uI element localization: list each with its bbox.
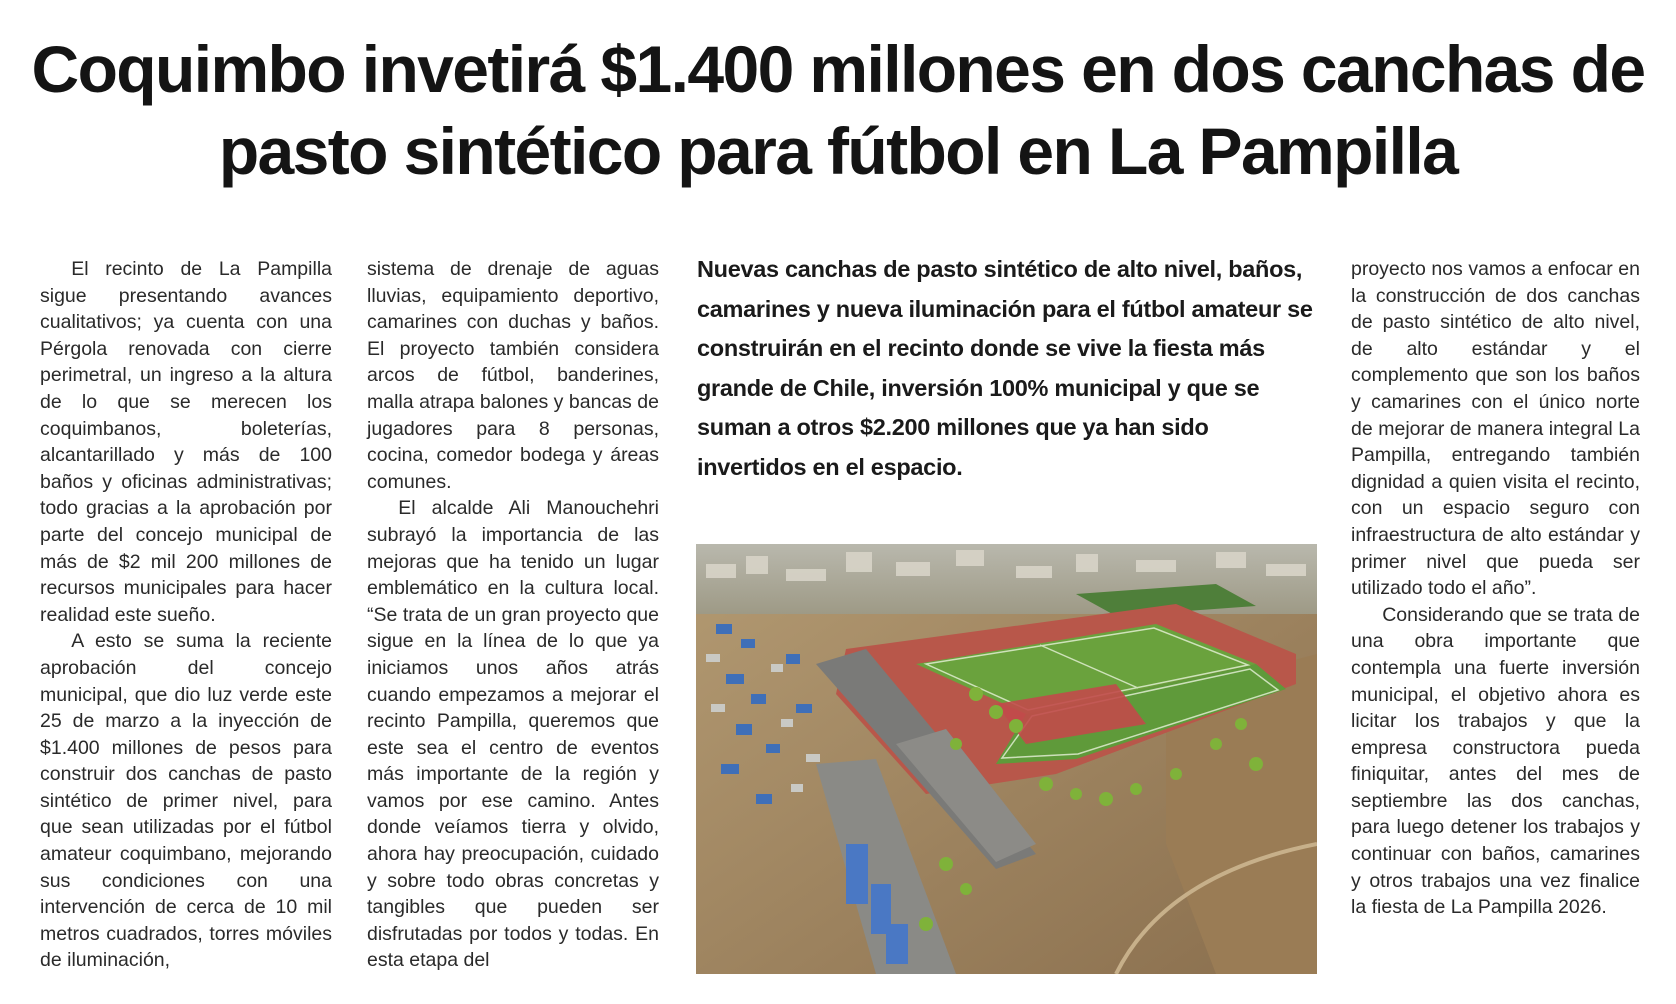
aerial-photo (696, 544, 1317, 974)
paragraph: A esto se suma la reciente aprobación del concejo municipal, que dio luz verde este 25 de marzo a la inyección de $1.400 millones de pesos para construir dos canchas de pasto sintético de primer nivel, para que sean utilizadas por el fútbol amateur coquimbano, mejorando sus condiciones con una intervención de cerca de 10 mil metros cuadrados, torres móviles de iluminación, (40, 630, 332, 972)
paragraph: El recinto de La Pampilla sigue presentando avances cualitativos; ya cuenta con una Pérgola renovada con cierre perimetral, un ingreso a la altura de lo que se merecen los coquimbanos, boleterías, alcantarillado y más de 100 baños y oficinas administrativas; todo gracias a la aprobación por parte del concejo municipal de más de $2 mil 200 millones de recursos municipales para hacer realidad este sueño. (40, 258, 332, 626)
aerial-photo-illustration (696, 544, 1317, 974)
paragraph: El alcalde Ali Manouchehri subrayó la importancia de las mejoras que ha tenido un lugar emblemático en la cultura local. “Se trata de un gran proyecto que sigue en la línea de lo que ya iniciamos unos años atrás cuando empezamos a mejorar el recinto Pampilla, queremos que este sea el centro de eventos más importante de la región y vamos por ese camino. Antes donde veíamos tierra y olvido, ahora hay preocupación, cuidado y sobre todo obras concretas y tangibles que pueden ser disfrutadas por todos y todas. En esta etapa del (367, 497, 659, 972)
paragraph: proyecto nos vamos a enfocar en la construcción de dos canchas de pasto sintético de alto nivel, de alto estándar y el complemento que son los baños y camarines con el único norte de mejorar de manera integral La Pampilla, entregando también dignidad a quien visita el recinto, con un espacio seguro con infraestructura de alto estándar y primer nivel que pueda ser utilizado todo el año”. (1351, 258, 1640, 600)
body-column-1 (40, 256, 332, 974)
lead-paragraph: Nuevas canchas de pasto sintético de alto nivel, baños, camarines y nueva iluminación para el fútbol amateur se construirán en el recinto donde se vive la fiesta más grande de Chile, inversión 100% municipal y que se suman a otros $2.200 millones que ya han sido invertidos en el espacio. (697, 256, 1313, 480)
body-column-2 (367, 256, 659, 974)
headline: Coquimbo invetirá $1.400 millones en dos canchas de pasto sintético para fútbol en La Pampilla (31, 32, 1645, 188)
body-column-4 (1351, 256, 1640, 921)
paragraph: sistema de drenaje de aguas lluvias, equipamiento deportivo, camarines con duchas y baños. El proyecto también considera arcos de fútbol, banderines, malla atrapa balones y bancas de jugadores para 8 personas, cocina, comedor bodega y áreas comunes. (367, 258, 659, 493)
paragraph: Considerando que se trata de una obra importante que contempla una fuerte inversión municipal, el objetivo ahora es licitar los trabajos y que la empresa constructora pueda finiquitar, antes del mes de septiembre las dos canchas, para luego detener los trabajos y continuar con baños, camarines y otros trabajos una vez finalice la fiesta de La Pampilla 2026. (1351, 603, 1640, 919)
